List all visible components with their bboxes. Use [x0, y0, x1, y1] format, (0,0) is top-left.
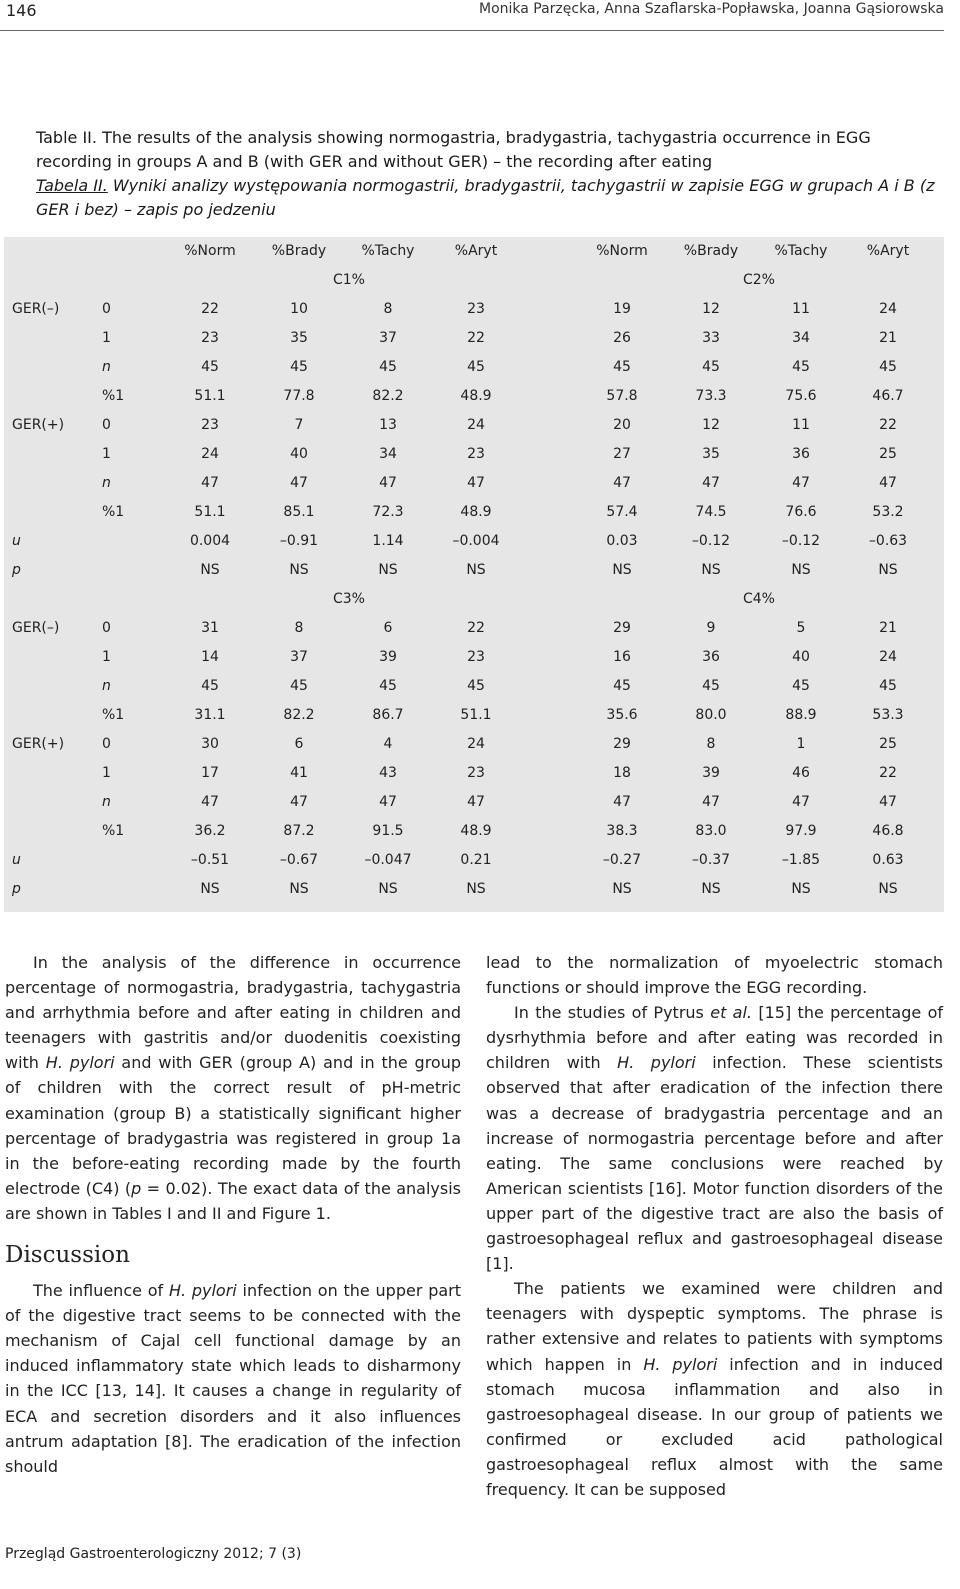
table-cell: 47 [702, 475, 720, 491]
table-cell: 38.3 [606, 823, 638, 839]
row-sub-label: 1 [102, 649, 111, 665]
table-row [4, 701, 944, 730]
table-cell: 57.4 [606, 504, 638, 520]
table-cell: 47 [290, 475, 308, 491]
table-cell: 22 [467, 620, 485, 636]
table-row [4, 498, 944, 527]
row-sub-label: %1 [102, 504, 125, 520]
table-cell: 8 [383, 301, 393, 317]
table-cell: 19 [613, 301, 631, 317]
table-cell: –0.27 [602, 852, 642, 868]
table-cell: NS [378, 562, 398, 578]
column-header: %Norm [596, 243, 648, 259]
row-group-label: GER(+) [12, 417, 65, 433]
table-cell: 40 [792, 649, 810, 665]
table-cell: 45 [379, 359, 397, 375]
paragraph-discussion: The influence of H. pylori infection on the upper part of the digestive tract seems to be connected with the mechanism of Cajal cell functional damage by an induced inflammatory state which leads to disharmony in the ICC [13, 14]. It causes a change in regularity of ECA and secretion disorders and it also influences antrum adaptation [8]. The eradication of the infection should [5, 1281, 462, 1476]
table-cell: 75.6 [785, 388, 817, 404]
table-cell: 12 [702, 417, 720, 433]
table-cell: 35 [290, 330, 308, 346]
table-cell: 23 [201, 417, 219, 433]
table-cell: 34 [379, 446, 397, 462]
electrode-group-row [4, 266, 944, 295]
journal-footer: Przegląd Gastroenterologiczny 2012; 7 (3) [5, 1546, 302, 1562]
caption-text-en: The results of the analysis showing normogastria, bradygastria, tachygastria occurrence in EGG recording in groups A and B (with GER and without GER) – the recording after eating [36, 128, 871, 171]
table-cell: 53.2 [872, 504, 904, 520]
table-cell: 22 [201, 301, 219, 317]
table-cell: NS [378, 881, 398, 897]
row-group-label: GER(–) [12, 620, 60, 636]
table-cell: –1.85 [781, 852, 821, 868]
table-cell: NS [289, 562, 309, 578]
table-cell: 45 [792, 678, 810, 694]
table-cell: 5 [796, 620, 806, 636]
table-cell: 85.1 [283, 504, 315, 520]
table-cell: 36 [702, 649, 720, 665]
column-header: %Aryt [454, 243, 498, 259]
table-cell: 80.0 [695, 707, 727, 723]
column-header: %Tachy [361, 243, 415, 259]
table-cell: 47 [379, 475, 397, 491]
table-cell: 48.9 [460, 388, 492, 404]
table-row [4, 353, 944, 382]
table-cell: 24 [201, 446, 219, 462]
table-cell: 20 [613, 417, 631, 433]
table-cell: 14 [201, 649, 219, 665]
table-cell: 23 [467, 446, 485, 462]
table-cell: 86.7 [372, 707, 404, 723]
table-cell: 47 [467, 475, 485, 491]
table-cell: NS [612, 562, 632, 578]
row-sub-label: 1 [102, 765, 111, 781]
column-header: %Brady [683, 243, 739, 259]
table-caption [36, 126, 936, 222]
table-cell: 24 [879, 649, 897, 665]
table-row [4, 759, 944, 788]
table-cell: 0.004 [189, 533, 231, 549]
row-sub-label: n [102, 359, 111, 375]
table-cell: 97.9 [785, 823, 817, 839]
table-row [4, 556, 944, 585]
section-heading-discussion: Discussion [5, 1242, 130, 1269]
table-cell: 47 [613, 475, 631, 491]
table-cell: 47 [201, 475, 219, 491]
table-cell: 26 [613, 330, 631, 346]
table-cell: 23 [467, 649, 485, 665]
table-cell: 53.3 [872, 707, 904, 723]
table-cell: 45 [201, 678, 219, 694]
table-cell: 47 [879, 475, 897, 491]
paragraph-results: In the analysis of the difference in occurrence percentage of normogastria, bradygastria, tachygastria and arrhythmia before and after eating in children and teenagers with gastritis and/or duodenitis coexisting with H. pylori and with GER (group A) and in the group of children with the correct result of pH-metric examination (group B) a statistically significant higher percentage of bradygastria was registered in group 1a in the before-eating recording made by the fourth electrode (C4) (p = 0.02). The exact data of the analysis are shown in Tables I and II and Figure 1. [5, 953, 462, 1223]
electrode-group-label: C4% [743, 591, 775, 607]
table-cell: 45 [613, 359, 631, 375]
table-cell: 48.9 [460, 823, 492, 839]
table-cell: 77.8 [283, 388, 315, 404]
table-cell: 7 [294, 417, 304, 433]
row-sub-label: 0 [102, 736, 111, 752]
table-cell: 47 [792, 475, 810, 491]
table-cell: 12 [702, 301, 720, 317]
table-cell: 45 [792, 359, 810, 375]
table-cell: 25 [879, 446, 897, 462]
table-cell: –0.047 [364, 852, 412, 868]
caption-polish [36, 174, 936, 222]
table-cell: 1 [796, 736, 806, 752]
row-group-label: p [12, 881, 21, 897]
table-cell: NS [466, 881, 486, 897]
table-cell: 8 [294, 620, 304, 636]
paragraph-continued: lead to the normalization of myoelectric stomach functions or should improve the EGG recording. [486, 953, 943, 998]
left-column [5, 950, 461, 1479]
row-sub-label: n [102, 794, 111, 810]
table-row [4, 730, 944, 759]
table-cell: 45 [613, 678, 631, 694]
table-cell: 23 [467, 765, 485, 781]
table-cell: 27 [613, 446, 631, 462]
table-cell: 46.8 [872, 823, 904, 839]
table-row [4, 440, 944, 469]
running-authors: Monika Parzęcka, Anna Szaflarska-Popławska, Joanna Gąsiorowska [478, 1, 944, 17]
table-cell: 45 [290, 359, 308, 375]
table-row [4, 324, 944, 353]
table-cell: 48.9 [460, 504, 492, 520]
table-cell: 83.0 [695, 823, 727, 839]
table-cell: NS [701, 881, 721, 897]
row-sub-label: %1 [102, 388, 125, 404]
table-cell: 43 [379, 765, 397, 781]
row-sub-label: 0 [102, 417, 111, 433]
table-cell: 22 [879, 417, 897, 433]
row-sub-label: 0 [102, 620, 111, 636]
results-table [4, 237, 944, 912]
table-cell: 51.1 [460, 707, 492, 723]
table-cell: 36.2 [194, 823, 226, 839]
right-column [486, 950, 943, 1502]
table-cell: 82.2 [372, 388, 404, 404]
table-cell: –0.67 [279, 852, 319, 868]
page-number: 146 [6, 1, 37, 20]
table-cell: 57.8 [606, 388, 638, 404]
caption-english [36, 126, 936, 174]
table-cell: 0.63 [872, 852, 904, 868]
row-group-label: u [12, 533, 21, 549]
table-row [4, 469, 944, 498]
table-cell: –0.91 [279, 533, 319, 549]
paragraph-pytrus: In the studies of Pytrus et al. [15] the percentage of dysrhythmia before and after eating was recorded in children with H. pylori infection. These scientists observed that after eradication of the infection there was a decrease of bradygastria percentage and an increase of normogastria percentage before and after eating. The same conclusions were reached by American scientists [16]. Motor function disorders of the upper part of the digestive tract are also the basis of gastroesophageal reflux and gastroesophageal disease [1]. [486, 1003, 943, 1274]
table-cell: 13 [379, 417, 397, 433]
row-group-label: GER(–) [12, 301, 60, 317]
row-group-label: GER(+) [12, 736, 65, 752]
caption-label-en: Table II. [36, 128, 97, 147]
table-cell: 73.3 [695, 388, 727, 404]
table-cell: 45 [879, 359, 897, 375]
table-cell: 35.6 [606, 707, 638, 723]
table-cell: 0.21 [460, 852, 492, 868]
table-cell: 41 [290, 765, 308, 781]
table-row [4, 875, 944, 904]
table-cell: 24 [467, 417, 485, 433]
table-cell: NS [878, 562, 898, 578]
table-cell: 30 [201, 736, 219, 752]
table-cell: 22 [467, 330, 485, 346]
table-cell: –0.63 [868, 533, 908, 549]
table-row [4, 846, 944, 875]
table-row [4, 788, 944, 817]
row-sub-label: n [102, 475, 111, 491]
table-cell: NS [878, 881, 898, 897]
table-cell: –0.004 [452, 533, 500, 549]
row-sub-label: 1 [102, 446, 111, 462]
table-cell: NS [791, 562, 811, 578]
table-cell: 88.9 [785, 707, 817, 723]
table-cell: NS [200, 562, 220, 578]
caption-text-pl: Wyniki analizy występowania normogastrii, bradygastrii, tachygastrii w zapisie EGG w grupach A i B (z GER i bez) – zapis po jedzeniu [36, 176, 935, 219]
paragraph-patients: The patients we examined were children and teenagers with dyspeptic symptoms. The phrase is rather extensive and relates to patients with symptoms which happen in H. pylori infection and in induced stomach mucosa inflammation and also in gastroesophageal disease. In our group of patients we confirmed or excluded acid pathological gastroesophageal reflux almost with the same frequency. It can be supposed [486, 1279, 944, 1499]
electrode-group-label: C3% [333, 591, 365, 607]
table-cell: NS [289, 881, 309, 897]
table-cell: 51.1 [194, 504, 226, 520]
table-cell: NS [466, 562, 486, 578]
table-cell: 18 [613, 765, 631, 781]
table-cell: 45 [467, 678, 485, 694]
table-cell: 24 [467, 736, 485, 752]
table-cell: 82.2 [283, 707, 315, 723]
table-cell: 29 [613, 736, 631, 752]
table-row [4, 527, 944, 556]
table-cell: 87.2 [283, 823, 315, 839]
table-cell: 47 [379, 794, 397, 810]
table-cell: 47 [879, 794, 897, 810]
table-row [4, 643, 944, 672]
table-cell: 22 [879, 765, 897, 781]
row-sub-label: n [102, 678, 111, 694]
table-cell: 16 [613, 649, 631, 665]
table-cell: NS [200, 881, 220, 897]
table-row [4, 411, 944, 440]
table-cell: 47 [613, 794, 631, 810]
column-header: %Aryt [866, 243, 910, 259]
table-cell: 24 [879, 301, 897, 317]
table-cell: 25 [879, 736, 897, 752]
table-row [4, 295, 944, 324]
table-cell: 45 [290, 678, 308, 694]
table-cell: 45 [379, 678, 397, 694]
table-cell: 36 [792, 446, 810, 462]
table-cell: 1.14 [372, 533, 404, 549]
electrode-group-label: C2% [743, 272, 775, 288]
table-cell: 47 [792, 794, 810, 810]
electrode-group-row [4, 585, 944, 614]
table-row [4, 672, 944, 701]
table-cell: 33 [702, 330, 720, 346]
table-cell: 21 [879, 330, 897, 346]
table-cell: NS [791, 881, 811, 897]
table-cell: 17 [201, 765, 219, 781]
table-cell: –0.51 [190, 852, 230, 868]
row-group-label: u [12, 852, 21, 868]
table-cell: –0.37 [691, 852, 731, 868]
table-cell: 35 [702, 446, 720, 462]
table-cell: 9 [706, 620, 716, 636]
table-cell: 21 [879, 620, 897, 636]
table-cell: 31.1 [194, 707, 226, 723]
table-cell: 39 [702, 765, 720, 781]
table-cell: 23 [467, 301, 485, 317]
row-sub-label: %1 [102, 823, 125, 839]
table-cell: 8 [706, 736, 716, 752]
table-cell: 51.1 [194, 388, 226, 404]
table-row [4, 382, 944, 411]
table-cell: 47 [201, 794, 219, 810]
table-cell: NS [612, 881, 632, 897]
column-header: %Norm [184, 243, 236, 259]
table-cell: 47 [290, 794, 308, 810]
table-header-row [4, 237, 944, 266]
table-cell: 76.6 [785, 504, 817, 520]
table-cell: 6 [383, 620, 393, 636]
table-cell: 0.03 [606, 533, 638, 549]
table-row [4, 817, 944, 846]
table-cell: –0.12 [691, 533, 731, 549]
table-cell: 46.7 [872, 388, 904, 404]
table-cell: 23 [201, 330, 219, 346]
table-cell: 46 [792, 765, 810, 781]
table-cell: 29 [613, 620, 631, 636]
row-sub-label: 0 [102, 301, 111, 317]
caption-label-pl: Tabela II. [36, 176, 108, 195]
row-group-label: p [12, 562, 21, 578]
electrode-group-label: C1% [333, 272, 365, 288]
table-cell: 45 [702, 359, 720, 375]
row-sub-label: 1 [102, 330, 111, 346]
table-cell: 40 [290, 446, 308, 462]
table-cell: NS [701, 562, 721, 578]
table-cell: 4 [383, 736, 393, 752]
table-cell: 47 [702, 794, 720, 810]
table-cell: 47 [467, 794, 485, 810]
table-cell: 74.5 [695, 504, 727, 520]
table-cell: 11 [792, 301, 810, 317]
row-sub-label: %1 [102, 707, 125, 723]
table-cell: 34 [792, 330, 810, 346]
table-cell: 45 [201, 359, 219, 375]
table-cell: –0.12 [781, 533, 821, 549]
table-cell: 31 [201, 620, 219, 636]
column-header: %Tachy [774, 243, 828, 259]
table-cell: 10 [290, 301, 308, 317]
table-cell: 11 [792, 417, 810, 433]
table-row [4, 614, 944, 643]
table-cell: 45 [702, 678, 720, 694]
page-header [0, 0, 944, 31]
table-cell: 6 [294, 736, 304, 752]
table-cell: 45 [467, 359, 485, 375]
table-cell: 91.5 [372, 823, 404, 839]
table-cell: 39 [379, 649, 397, 665]
table-cell: 37 [379, 330, 397, 346]
table-cell: 45 [879, 678, 897, 694]
table-cell: 72.3 [372, 504, 404, 520]
column-header: %Brady [271, 243, 327, 259]
table-cell: 37 [290, 649, 308, 665]
